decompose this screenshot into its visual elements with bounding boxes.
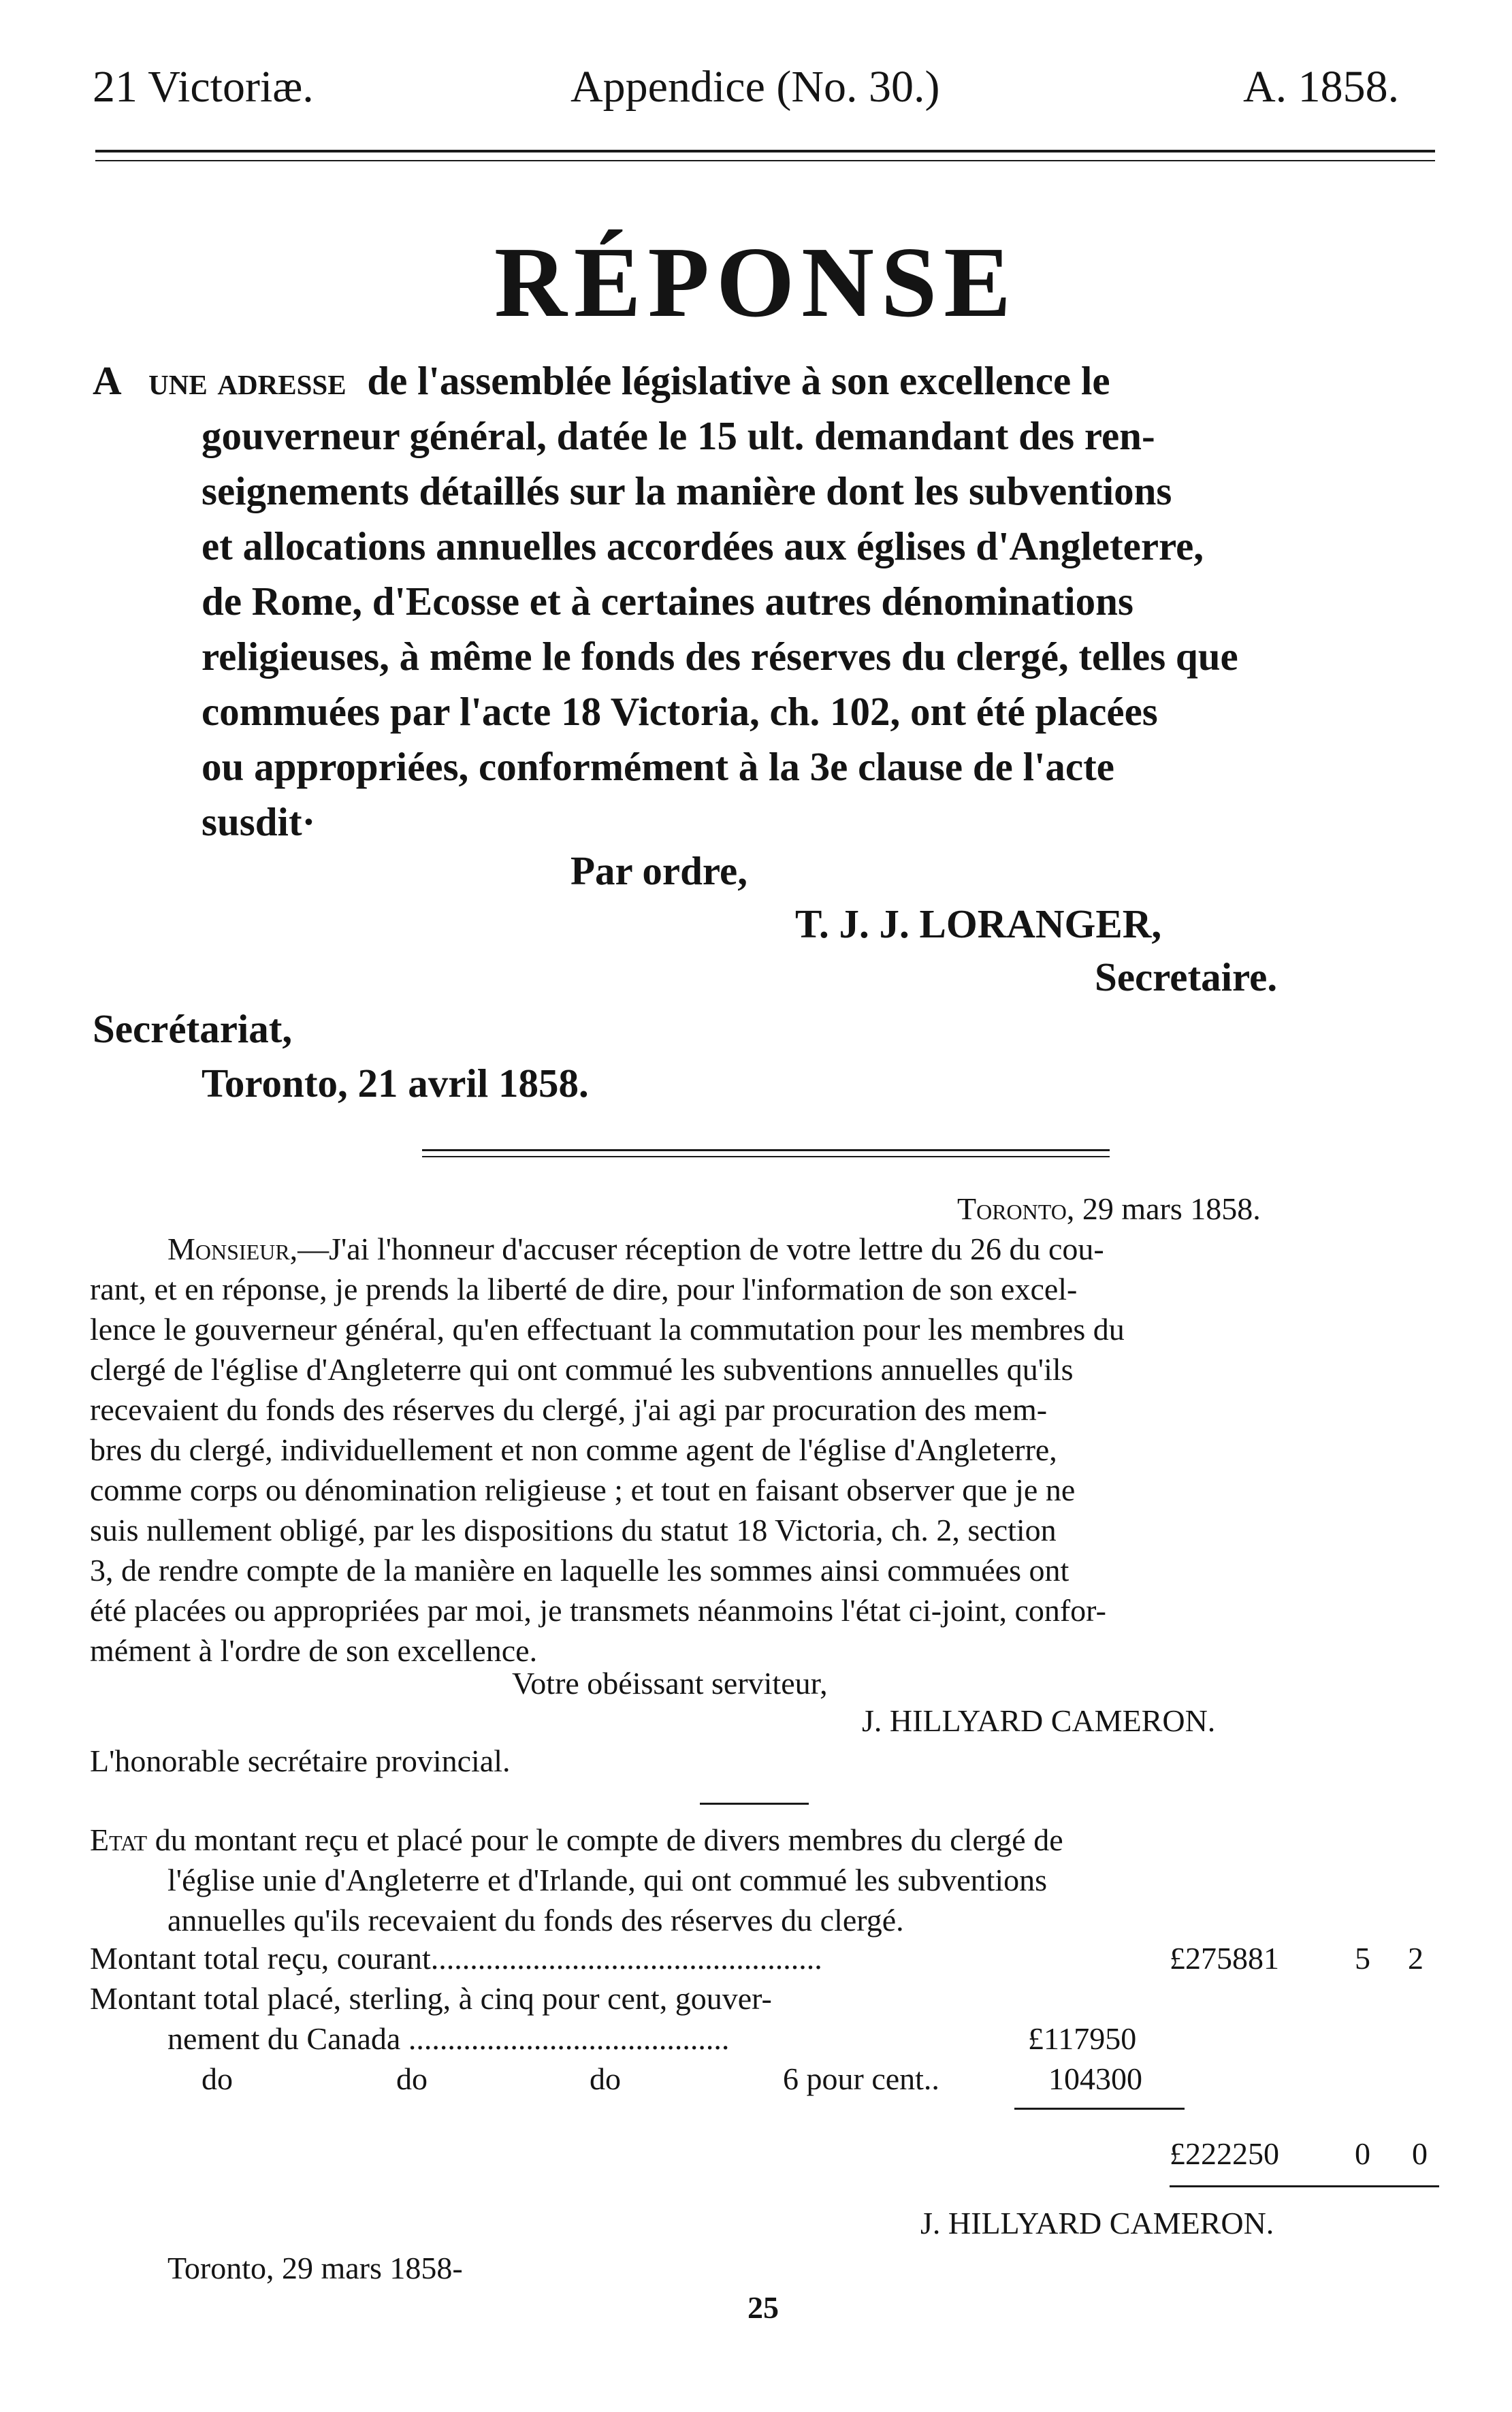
address-line-5: de Rome, d'Ecosse et à certaines autres dénominations <box>202 579 1133 624</box>
letter-addressee: L'honorable secrétaire provincial. <box>90 1743 511 1778</box>
letter-line-4: clergé de l'église d'Angleterre qui ont commué les subventions annuelles qu'ils <box>90 1352 1074 1387</box>
received-row <box>90 1938 822 1978</box>
address-line-9: susdit· <box>202 799 316 844</box>
statement-line-3: annuelles qu'ils recevaient du fonds des réserves du clergé. <box>167 1903 904 1937</box>
letter-line-11: mément à l'ordre de son excellence. <box>90 1633 538 1668</box>
letter-line-7: comme corps ou dénomination religieuse ; et tout en faisant observer que je ne <box>90 1473 1076 1507</box>
address-line-7: commuées par l'acte 18 Victoria, ch. 102, ont été placées <box>202 689 1158 734</box>
received-label: Montant total reçu, courant <box>90 1941 431 1976</box>
header-appendix: Appendice (No. 30.) <box>570 62 940 112</box>
section-rule-1 <box>422 1149 1110 1151</box>
address-line-4: et allocations annuelles accordées aux églises d'Angleterre, <box>202 524 1204 568</box>
letter-line-5: recevaient du fonds des réserves du clergé, j'ai agi par procuration des mem- <box>90 1392 1048 1427</box>
placed-amount: £117950 <box>1028 2021 1137 2056</box>
placed-label-1: Montant total placé, sterling, à cinq pour cent, gouver- <box>90 1981 772 2016</box>
header-year: A. 1858. <box>1243 62 1400 112</box>
letter-closing: Votre obéissant serviteur, <box>512 1666 828 1701</box>
letter-line-1 <box>167 1229 1104 1269</box>
ditto-2: do <box>396 2061 428 2096</box>
address-lead-a: A <box>93 358 120 403</box>
letter-salutation: Monsieur, <box>167 1232 298 1266</box>
leader-dots: .................................................. <box>430 1941 822 1976</box>
statement-lead-caps: Etat <box>90 1822 148 1857</box>
address-line-8: ou appropriées, conformément à la 3e clause de l'acte <box>202 744 1114 789</box>
placed-label-2: nement du Canada <box>167 2021 401 2056</box>
placed-row <box>167 2019 729 2059</box>
six-percent-amount: 104300 <box>1048 2061 1142 2096</box>
signature-role: Secretaire. <box>1095 954 1278 999</box>
received-shillings: 5 <box>1355 1941 1370 1976</box>
header-session: 21 Victoriæ. <box>93 62 314 112</box>
signature-par-ordre: Par ordre, <box>570 848 747 893</box>
letter-line-2: rant, et en réponse, je prends la liberté de dire, pour l'information de son excel- <box>90 1272 1078 1306</box>
ditto-1: do <box>202 2061 233 2096</box>
total-shillings: 0 <box>1355 2136 1370 2171</box>
address-line-2: gouverneur général, datée le 15 ult. demandant des ren- <box>202 413 1155 458</box>
leader-dots: ......................................... <box>400 2021 730 2056</box>
header-rule-thin <box>95 160 1435 161</box>
letter-line-1-text: —J'ai l'honneur d'accuser réception de votre lettre du 26 du cou- <box>297 1232 1104 1266</box>
letter-signer: J. HILLYARD CAMERON. <box>862 1703 1216 1738</box>
letter-date-place: Toronto, <box>957 1191 1075 1226</box>
ditto-3: do <box>590 2061 621 2096</box>
signature-name: T. J. J. LORANGER, <box>795 901 1162 946</box>
letter-line-8: suis nullement obligé, par les dispositions du statut 18 Victoria, ch. 2, section <box>90 1513 1057 1547</box>
received-pence: 2 <box>1408 1941 1423 1976</box>
sum-rule <box>1014 2108 1185 2110</box>
letter-line-3: lence le gouverneur général, qu'en effectuant la commutation pour les membres du <box>90 1312 1125 1347</box>
letter-line-10: été placées ou appropriées par moi, je transmets néanmoins l'état ci-joint, confor- <box>90 1593 1106 1628</box>
letter-date <box>957 1189 1261 1229</box>
address-line-6: religieuses, à même le fonds des réserves du clergé, telles que <box>202 634 1238 679</box>
address-line-1 <box>93 354 1110 407</box>
total-rule <box>1170 2185 1439 2187</box>
six-percent-label: 6 pour cent.. <box>783 2061 939 2096</box>
page-number: 25 <box>747 2290 779 2325</box>
address-line-1-text: de l'assemblée législative à son excellence le <box>367 358 1110 403</box>
total-amount: £222250 <box>1170 2136 1279 2171</box>
letter-line-9: 3, de rendre compte de la manière en laquelle les sommes ainsi commuées ont <box>90 1553 1069 1588</box>
statement-line-2: l'église unie d'Angleterre et d'Irlande, qui ont commué les subventions <box>167 1863 1048 1897</box>
statement-line-1-text: du montant reçu et placé pour le compte de divers membres du clergé de <box>155 1822 1063 1857</box>
statement-line-1 <box>90 1820 1063 1860</box>
office-place: Secrétariat, <box>93 1006 293 1051</box>
section-rule-2 <box>422 1156 1110 1157</box>
statement-date: Toronto, 29 mars 1858- <box>167 2251 463 2285</box>
letter-line-6: bres du clergé, individuellement et non comme agent de l'église d'Angleterre, <box>90 1432 1057 1467</box>
received-amount: £275881 <box>1170 1941 1279 1976</box>
header-rule-thick <box>95 150 1435 152</box>
section-rule-3 <box>700 1803 809 1805</box>
address-line-3: seignements détaillés sur la manière dont les subventions <box>202 468 1172 513</box>
letter-date-day: 29 mars 1858. <box>1082 1191 1261 1226</box>
page-title: RÉPONSE <box>494 227 1018 338</box>
address-lead-caps: une adresse <box>148 358 347 403</box>
office-date: Toronto, 21 avril 1858. <box>202 1061 589 1106</box>
total-pence: 0 <box>1412 2136 1428 2171</box>
statement-signer: J. HILLYARD CAMERON. <box>920 2206 1274 2240</box>
